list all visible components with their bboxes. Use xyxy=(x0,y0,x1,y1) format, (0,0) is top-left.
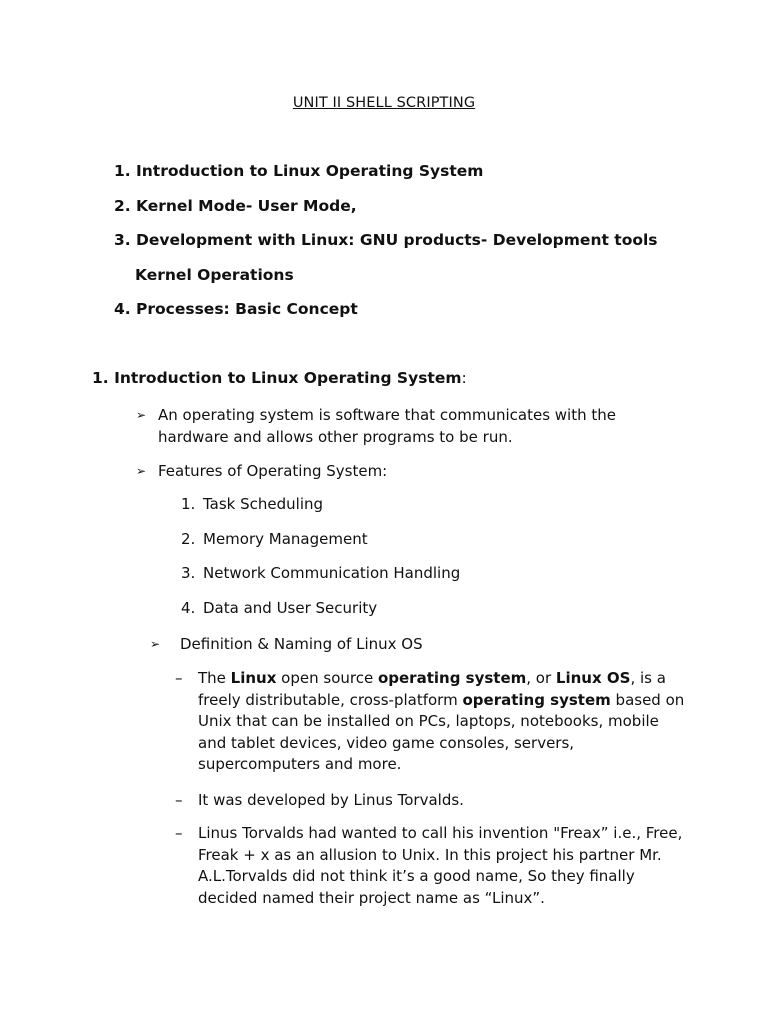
text-run: , or xyxy=(526,669,556,687)
dash-item-naming xyxy=(175,823,695,913)
feature-text: Task Scheduling xyxy=(203,495,324,513)
toc-item-text: Kernel Mode- User Mode, xyxy=(136,197,357,215)
text-run: , is a freely distributable, cross-platform xyxy=(198,669,666,709)
bold-text-run: operating system xyxy=(462,690,611,709)
toc-item-number: 4. xyxy=(114,300,131,318)
text-run: The xyxy=(198,669,231,687)
section-heading-text: 1. Introduction to Linux Operating System xyxy=(92,369,462,387)
toc-item-number: 2. xyxy=(114,197,131,215)
bullet-item-linux-definition xyxy=(150,633,650,655)
bullet-item-os-definition xyxy=(136,404,636,450)
dash-marker-icon: – xyxy=(175,791,183,809)
dash-marker-icon: – xyxy=(175,824,183,842)
dash-text xyxy=(198,668,688,776)
feature-number: 3. xyxy=(181,564,196,582)
feature-number: 1. xyxy=(181,495,196,513)
feature-text: Memory Management xyxy=(203,530,368,548)
feature-text: Data and User Security xyxy=(203,599,378,617)
bullet-text: Features of Operating System: xyxy=(158,462,388,480)
section-heading xyxy=(92,369,467,387)
arrow-bullet-icon: ➢ xyxy=(150,637,161,651)
toc-item-3-continuation: Kernel Operations xyxy=(135,266,294,284)
toc-item-text: Processes: Basic Concept xyxy=(136,300,358,318)
feature-number: 2. xyxy=(181,530,196,548)
dash-text: Linus Torvalds had wanted to call his invention "Freax” i.e., Free, Freak + x as an allusion to Unix. In this project his partner Mr. A.L.Torvalds did not think it’s a good name, So they finally decided named their project name as “Linux”. xyxy=(198,824,683,907)
text-run: based on Unix that can be installed on PCs, laptops, notebooks, mobile and tablet devices, video game consoles, servers, supercomputers and more. xyxy=(198,690,685,773)
text-run: open source xyxy=(276,669,378,687)
feature-text: Network Communication Handling xyxy=(203,564,461,582)
feature-number: 4. xyxy=(181,599,196,617)
dash-text: It was developed by Linus Torvalds. xyxy=(198,791,464,809)
toc-item-number: 3. xyxy=(114,231,131,249)
page-title: UNIT II SHELL SCRIPTING xyxy=(292,95,476,111)
bold-text-run: Linux xyxy=(230,669,277,687)
bold-text-run: Linux OS xyxy=(555,669,631,687)
arrow-bullet-icon: ➢ xyxy=(136,464,147,478)
dash-item-developer xyxy=(175,790,695,812)
bullet-item-os-features xyxy=(136,460,636,482)
toc-item-text: Introduction to Linux Operating System xyxy=(136,162,484,180)
bold-text-run: operating system xyxy=(377,669,527,687)
toc-item-text: Development with Linux: GNU products- Development tools xyxy=(136,231,658,249)
toc-item-number: 1. xyxy=(114,162,131,180)
bullet-text: An operating system is software that communicates with the hardware and allows other programs to be run. xyxy=(158,406,616,446)
dash-item-linux-os xyxy=(175,668,695,778)
dash-marker-icon: – xyxy=(175,669,183,687)
bullet-text: Definition & Naming of Linux OS xyxy=(180,635,423,653)
arrow-bullet-icon: ➢ xyxy=(136,408,147,422)
section-heading-colon: : xyxy=(461,369,467,387)
